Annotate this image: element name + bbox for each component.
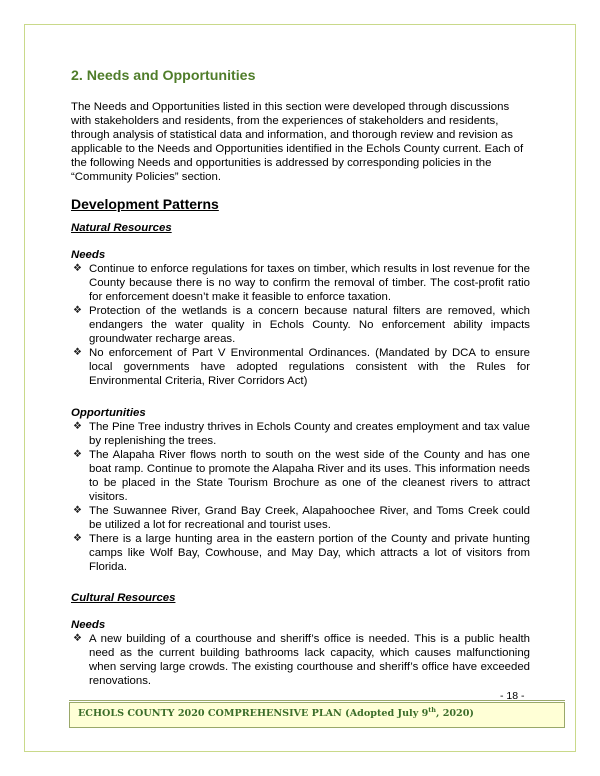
development-patterns-heading: Development Patterns xyxy=(71,196,219,212)
section-title: 2. Needs and Opportunities xyxy=(71,68,256,84)
bullet-icon: ❖ xyxy=(73,533,82,544)
page-number: - 18 - xyxy=(500,690,525,702)
cultural-needs-list xyxy=(71,632,530,688)
cultural-needs-label: Needs xyxy=(71,619,106,631)
natural-opportunities-list xyxy=(71,420,530,574)
bullet-icon: ❖ xyxy=(73,263,82,274)
natural-needs-label: Needs xyxy=(71,249,106,261)
list-item: ❖ Protection of the wetlands is a concern because natural filters are removed, which endangers the water quality in Echols County. No enforcement ability impacts groundwater recharge areas. xyxy=(73,305,530,345)
list-item: ❖ A new building of a courthouse and sheriff’s office is needed. This is a public health need as the current building bathrooms lack capacity, which causes malfunctioning when serving large crowds. The existing courthouse and sheriff’s office have exceeded renovations. xyxy=(73,633,530,687)
bullet-icon: ❖ xyxy=(73,633,82,644)
list-item: ❖ No enforcement of Part V Environmental Ordinances. (Mandated by DCA to ensure local governments have adopted regulations consistent with the Rules for Environmental Criteria, River Corridors Act) xyxy=(73,347,530,387)
bullet-icon: ❖ xyxy=(73,305,82,316)
natural-needs-list xyxy=(71,262,530,388)
bullet-icon: ❖ xyxy=(73,449,82,460)
list-item: ❖ The Suwannee River, Grand Bay Creek, Alapahoochee River, and Toms Creek could be utilized a lot for recreational and tourist uses. xyxy=(73,505,530,531)
bullet-icon: ❖ xyxy=(73,347,82,358)
natural-opportunities-label: Opportunities xyxy=(71,407,146,419)
list-item: ❖ The Pine Tree industry thrives in Echols County and creates employment and tax value by replenishing the trees. xyxy=(73,421,530,447)
list-item: ❖ The Alapaha River flows north to south on the west side of the County and has one boat ramp. Continue to promote the Alapaha River and its uses. This information needs to be placed in the State Tourism Brochure as one of the cleanest rivers to attract visitors. xyxy=(73,449,530,503)
document-body xyxy=(71,68,530,698)
bullet-icon: ❖ xyxy=(73,421,82,432)
footer-divider xyxy=(69,700,565,701)
bullet-icon: ❖ xyxy=(73,505,82,516)
footer-text: ECHOLS COUNTY 2020 COMPREHENSIVE PLAN (Adopted July 9th, 2020) xyxy=(78,706,474,720)
natural-resources-heading: Natural Resources xyxy=(71,222,172,234)
intro-paragraph: The Needs and Opportunities listed in this section were developed through discussions with stakeholders and residents, from the experiences of stakeholders and residents, through analysis of statistical data and information, and thorough review and revision as applicable to the Needs and Opportunities identified in the Echols County current. Each of the following Needs and opportunities is addressed by corresponding policies in the “Community Policies” section. xyxy=(71,101,524,183)
list-item: ❖ There is a large hunting area in the eastern portion of the County and private hunting camps like Wolf Bay, Cowhouse, and May Day, which attracts a lot of visitors from Florida. xyxy=(73,533,530,573)
list-item: ❖ Continue to enforce regulations for taxes on timber, which results in lost revenue for the County because there is no way to confirm the removal of timber. The cost-profit ratio for enforcement doesn’t make it feasible to enforce taxation. xyxy=(73,263,530,303)
cultural-resources-heading: Cultural Resources xyxy=(71,592,176,604)
footer-banner xyxy=(69,702,565,728)
